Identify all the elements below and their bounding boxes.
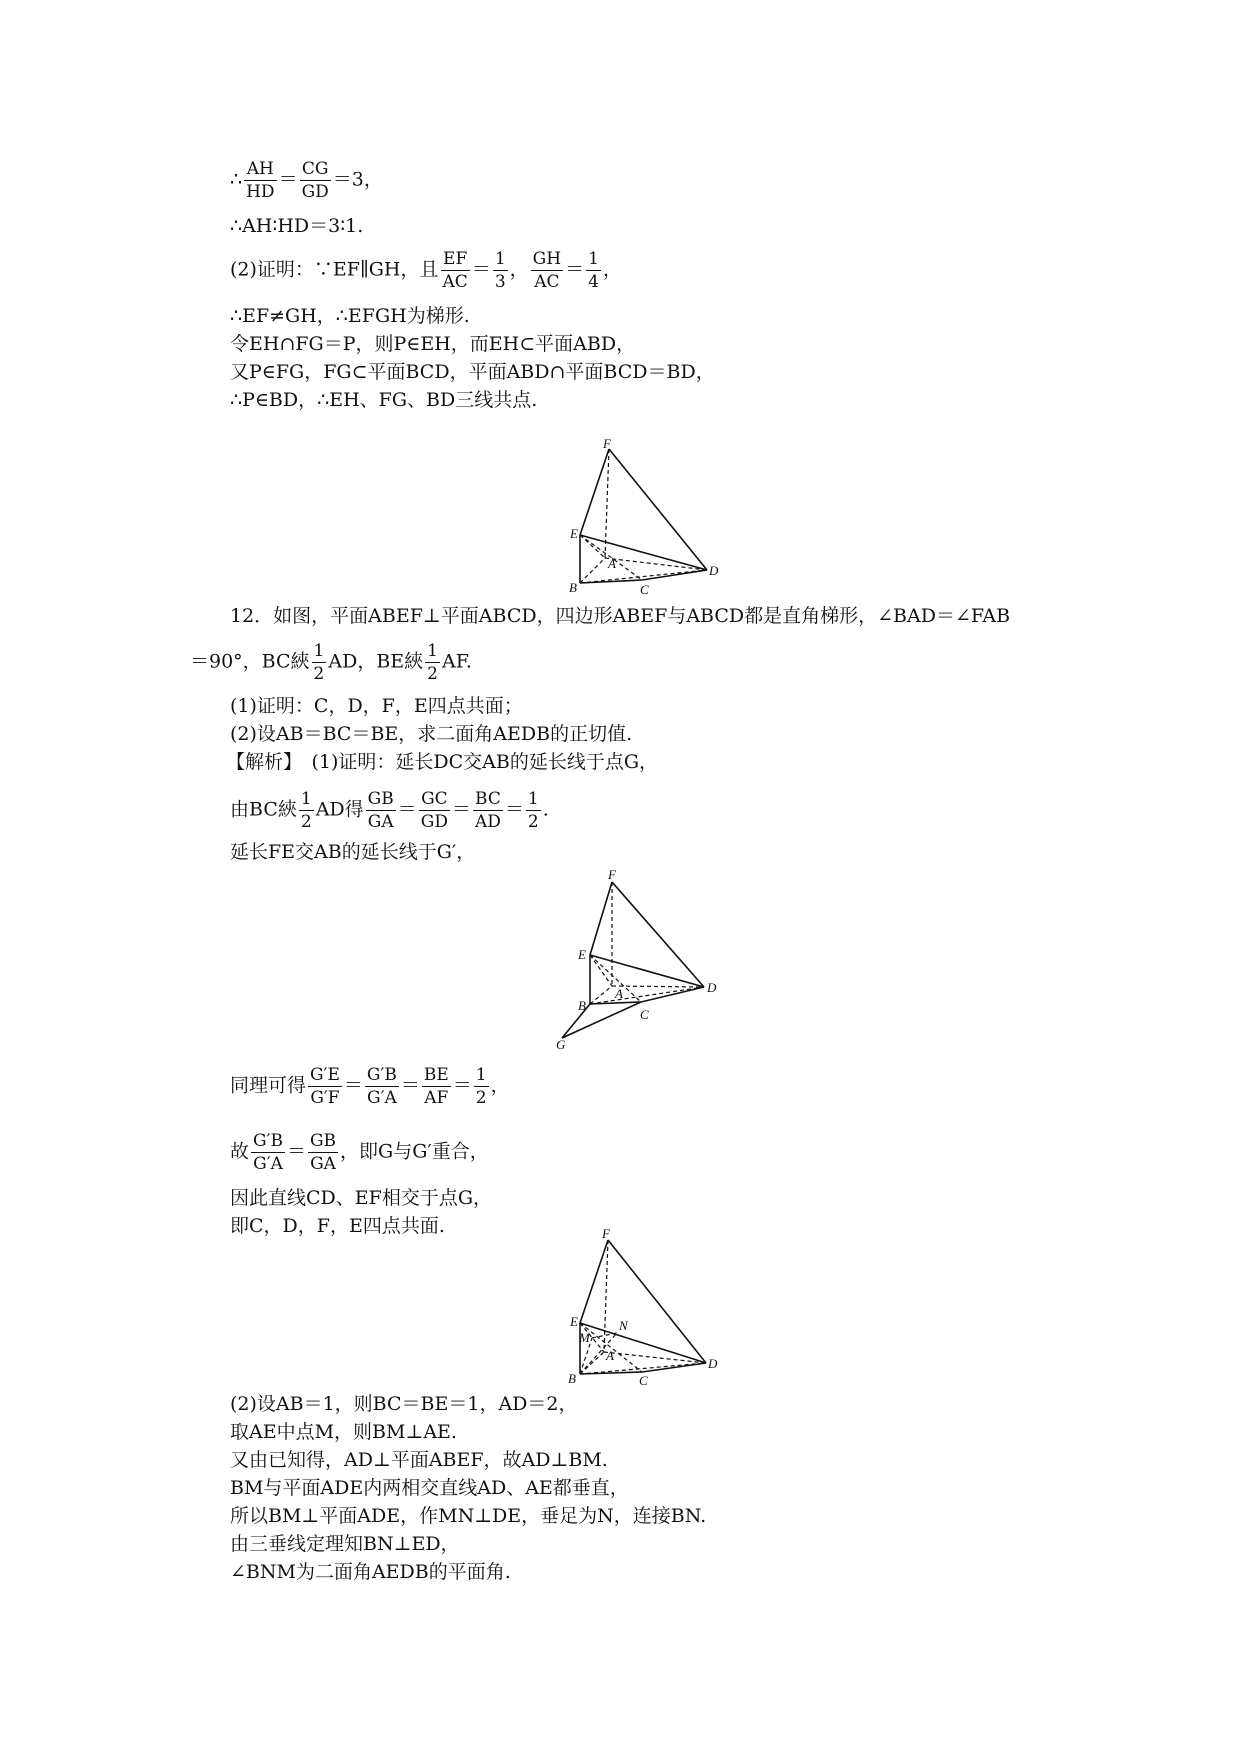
label-m: M bbox=[579, 1330, 590, 1345]
text-line: ∠BNM为二面角AEDB的平面角. bbox=[230, 1561, 511, 1583]
text-line: 所以BM⊥平面ADE，作MN⊥DE，垂足为N，连接BN. bbox=[230, 1505, 707, 1527]
label-e: E bbox=[570, 526, 578, 541]
label-a: A bbox=[615, 986, 623, 1001]
figure-1 bbox=[560, 436, 720, 596]
label-d: D bbox=[708, 1356, 718, 1371]
eq-gb-ga: 由BC綊 $\frac{1}{2}$ AD得 $\frac{GB}{GA}$ ＝ $\frac{GC}{GD}$ ＝ $\frac{BC}{AD}$ ＝ $\frac{1}{2}$ . bbox=[230, 789, 549, 832]
fraction: $\frac{1}{2}$ bbox=[527, 789, 539, 832]
eq-ah-hd: ∴ $\frac{AH}{HD}$ ＝ $\frac{CG}{GD}$ ＝3， bbox=[230, 159, 383, 202]
analysis-heading: 【解析】 (1)证明：延长DC交AB的延长线于点G， bbox=[226, 751, 659, 773]
text-line: 由三垂线定理知BN⊥ED， bbox=[230, 1533, 460, 1555]
label-c: C bbox=[640, 1007, 649, 1022]
text-line: 又由已知得，AD⊥平面ABEF，故AD⊥BM. bbox=[230, 1449, 608, 1471]
fraction: $\frac{GH}{AC}$ bbox=[532, 249, 562, 292]
label-b: B bbox=[578, 998, 586, 1013]
text-line: 取AE中点M，则BM⊥AE. bbox=[230, 1421, 457, 1443]
label-d: D bbox=[707, 980, 717, 995]
fraction: $\frac{1}{2}$ bbox=[475, 1065, 487, 1108]
figure-3 bbox=[560, 1226, 720, 1386]
eq-ef-gh: (2)证明：∵EF∥GH，且 $\frac{EF}{AC}$ ＝ $\frac{1}{3}$ ， $\frac{GH}{AC}$ ＝ $\frac{1}{4}$ ， bbox=[230, 249, 622, 292]
text-line: ∴P∈BD，∴EH、FG、BD三线共点. bbox=[230, 389, 538, 411]
fraction: $\frac{GC}{GD}$ bbox=[420, 789, 448, 832]
label-c: C bbox=[639, 1373, 648, 1386]
fraction: $\frac{EF}{AC}$ bbox=[442, 249, 468, 292]
fraction: $\frac{G'B}{G'A}$ bbox=[366, 1065, 397, 1108]
label-b: B bbox=[569, 580, 577, 595]
text-line: ∴EF≠GH，∴EFGH为梯形. bbox=[230, 305, 470, 327]
label-f: F bbox=[603, 436, 611, 451]
label-f: F bbox=[602, 1226, 610, 1241]
fraction: $\frac{G'B}{G'A}$ bbox=[253, 1131, 283, 1174]
fraction: $\frac{AH}{HD}$ bbox=[246, 159, 275, 202]
eq-bc-be: ＝90°，BC綊 $\frac{1}{2}$ AD，BE綊 $\frac{1}{2}$ AF. bbox=[190, 641, 472, 684]
text-line: (2)设AB＝1，则BC＝BE＝1，AD＝2， bbox=[230, 1393, 578, 1415]
label-a: A bbox=[608, 556, 616, 571]
text-line: (2)设AB＝BC＝BE，求二面角AEDB的正切值. bbox=[230, 723, 633, 745]
fraction: $\frac{1}{4}$ bbox=[588, 249, 599, 292]
fraction: $\frac{BC}{AD}$ bbox=[474, 789, 501, 832]
fraction: $\frac{1}{2}$ bbox=[313, 641, 325, 684]
fraction: $\frac{1}{3}$ bbox=[494, 249, 506, 292]
text-line: ∴AH∶HD＝3∶1. bbox=[230, 215, 364, 237]
fraction: $\frac{1}{2}$ bbox=[427, 641, 438, 684]
fraction: $\frac{CG}{GD}$ bbox=[301, 159, 329, 202]
label-d: D bbox=[709, 563, 719, 578]
label-a: A bbox=[606, 1348, 614, 1363]
text-line: BM与平面ADE内两相交直线AD、AE都垂直， bbox=[230, 1477, 629, 1499]
label-c: C bbox=[640, 582, 649, 596]
eq-g-prime: 同理可得 $\frac{G'E}{G'F}$ ＝ $\frac{G'B}{G'A}$ ＝ $\frac{BE}{AF}$ ＝ $\frac{1}{2}$ ， bbox=[230, 1065, 510, 1108]
eq-coincide: 故 $\frac{G'B}{G'A}$ ＝ $\frac{GB}{GA}$ ，即G与G′重合， bbox=[230, 1131, 489, 1174]
fraction: $\frac{1}{2}$ bbox=[300, 789, 312, 832]
text-line: 因此直线CD、EF相交于点G， bbox=[230, 1187, 493, 1209]
text-line: 即C，D，F，E四点共面. bbox=[230, 1215, 445, 1237]
label-e: E bbox=[570, 1314, 578, 1329]
text-line: 又P∈FG，FG⊂平面BCD，平面ABD∩平面BCD＝BD， bbox=[230, 361, 715, 383]
question-12: 12．如图，平面ABEF⊥平面ABCD，四边形ABEF与ABCD都是直角梯形，∠BAD＝∠FAB bbox=[230, 605, 1011, 627]
text-line: 令EH∩FG＝P，则P∈EH，而EH⊂平面ABD， bbox=[230, 333, 636, 355]
label-f: F bbox=[608, 867, 616, 882]
fraction: $\frac{BE}{AF}$ bbox=[423, 1065, 449, 1108]
fraction: $\frac{G'E}{G'F}$ bbox=[310, 1065, 340, 1108]
fraction: $\frac{GB}{GA}$ bbox=[367, 789, 394, 832]
label-n: N bbox=[619, 1318, 628, 1333]
fraction: $\frac{GB}{GA}$ bbox=[309, 1131, 337, 1174]
figure-2 bbox=[552, 862, 732, 1052]
label-g: G bbox=[556, 1037, 566, 1052]
label-e: E bbox=[578, 947, 586, 962]
text-line: 延长FE交AB的延长线于G′， bbox=[230, 841, 476, 863]
label-b: B bbox=[568, 1371, 576, 1386]
text-line: (1)证明：C，D，F，E四点共面； bbox=[230, 695, 523, 717]
